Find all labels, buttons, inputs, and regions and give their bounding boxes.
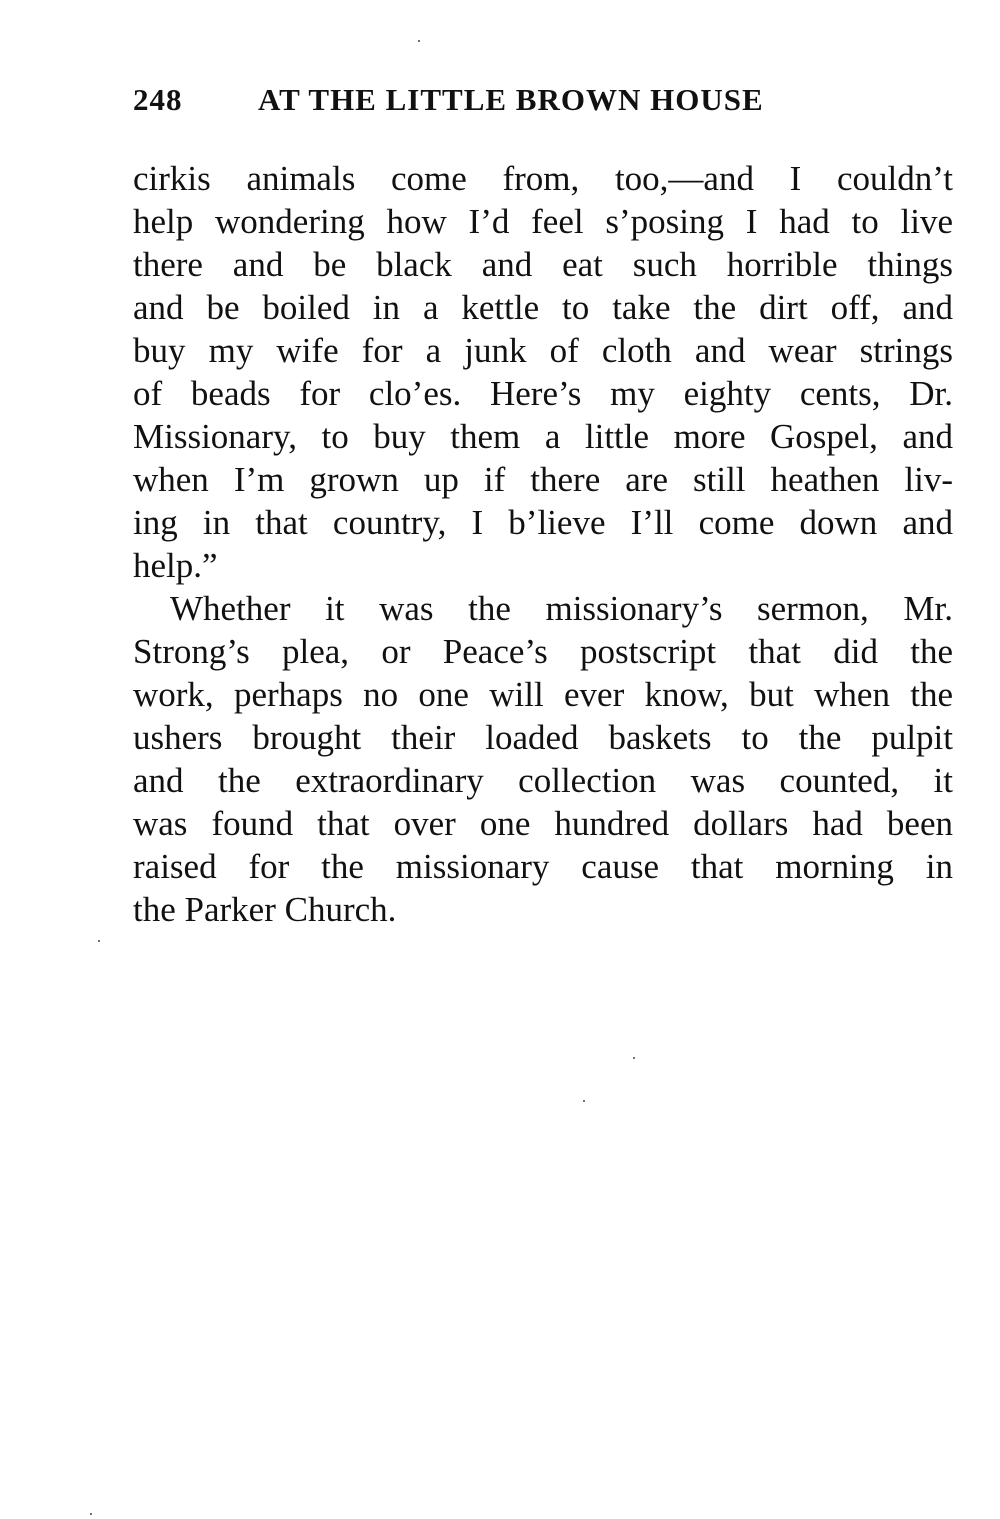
scan-speck: [633, 1057, 635, 1059]
text-line: there and be black and eat such horrible things: [133, 245, 953, 284]
text-line: buy my wife for a junk of cloth and wear strings: [133, 331, 953, 370]
text-line: Missionary, to buy them a little more Gospel, and: [133, 417, 953, 456]
scan-speck: [90, 1513, 92, 1515]
paragraph-whether: [133, 587, 953, 931]
text-line: help wondering how I’d feel s’posing I had to live: [133, 202, 953, 241]
page-number: 248: [133, 82, 183, 117]
running-head: [133, 82, 953, 126]
text-line: help.”: [133, 546, 218, 585]
text-line: when I’m grown up if there are still heathen liv-: [133, 460, 953, 499]
text-line: Whether it was the missionary’s sermon, Mr.: [170, 589, 953, 628]
text-line: cirkis animals come from, too,—and I couldn’t: [133, 159, 953, 198]
scan-speck: [418, 40, 420, 42]
text-line: work, perhaps no one will ever know, but when the: [133, 675, 953, 714]
body-text: [133, 157, 953, 931]
text-line: and be boiled in a kettle to take the dirt off, and: [133, 288, 953, 327]
text-line: and the extraordinary collection was counted, it: [133, 761, 953, 800]
scan-speck: [98, 940, 100, 942]
scan-speck: [583, 1100, 585, 1102]
text-line: the Parker Church.: [133, 890, 397, 929]
text-line: was found that over one hundred dollars had been: [133, 804, 953, 843]
paragraph-continuation: [133, 157, 953, 587]
text-line: ushers brought their loaded baskets to the pulpit: [133, 718, 953, 757]
text-line: Strong’s plea, or Peace’s postscript that did the: [133, 632, 953, 671]
text-line: ing in that country, I b’lieve I’ll come down and: [133, 503, 953, 542]
running-title: AT THE LITTLE BROWN HOUSE: [258, 82, 764, 117]
text-line: raised for the missionary cause that morning in: [133, 847, 953, 886]
text-line: of beads for clo’es. Here’s my eighty cents, Dr.: [133, 374, 953, 413]
